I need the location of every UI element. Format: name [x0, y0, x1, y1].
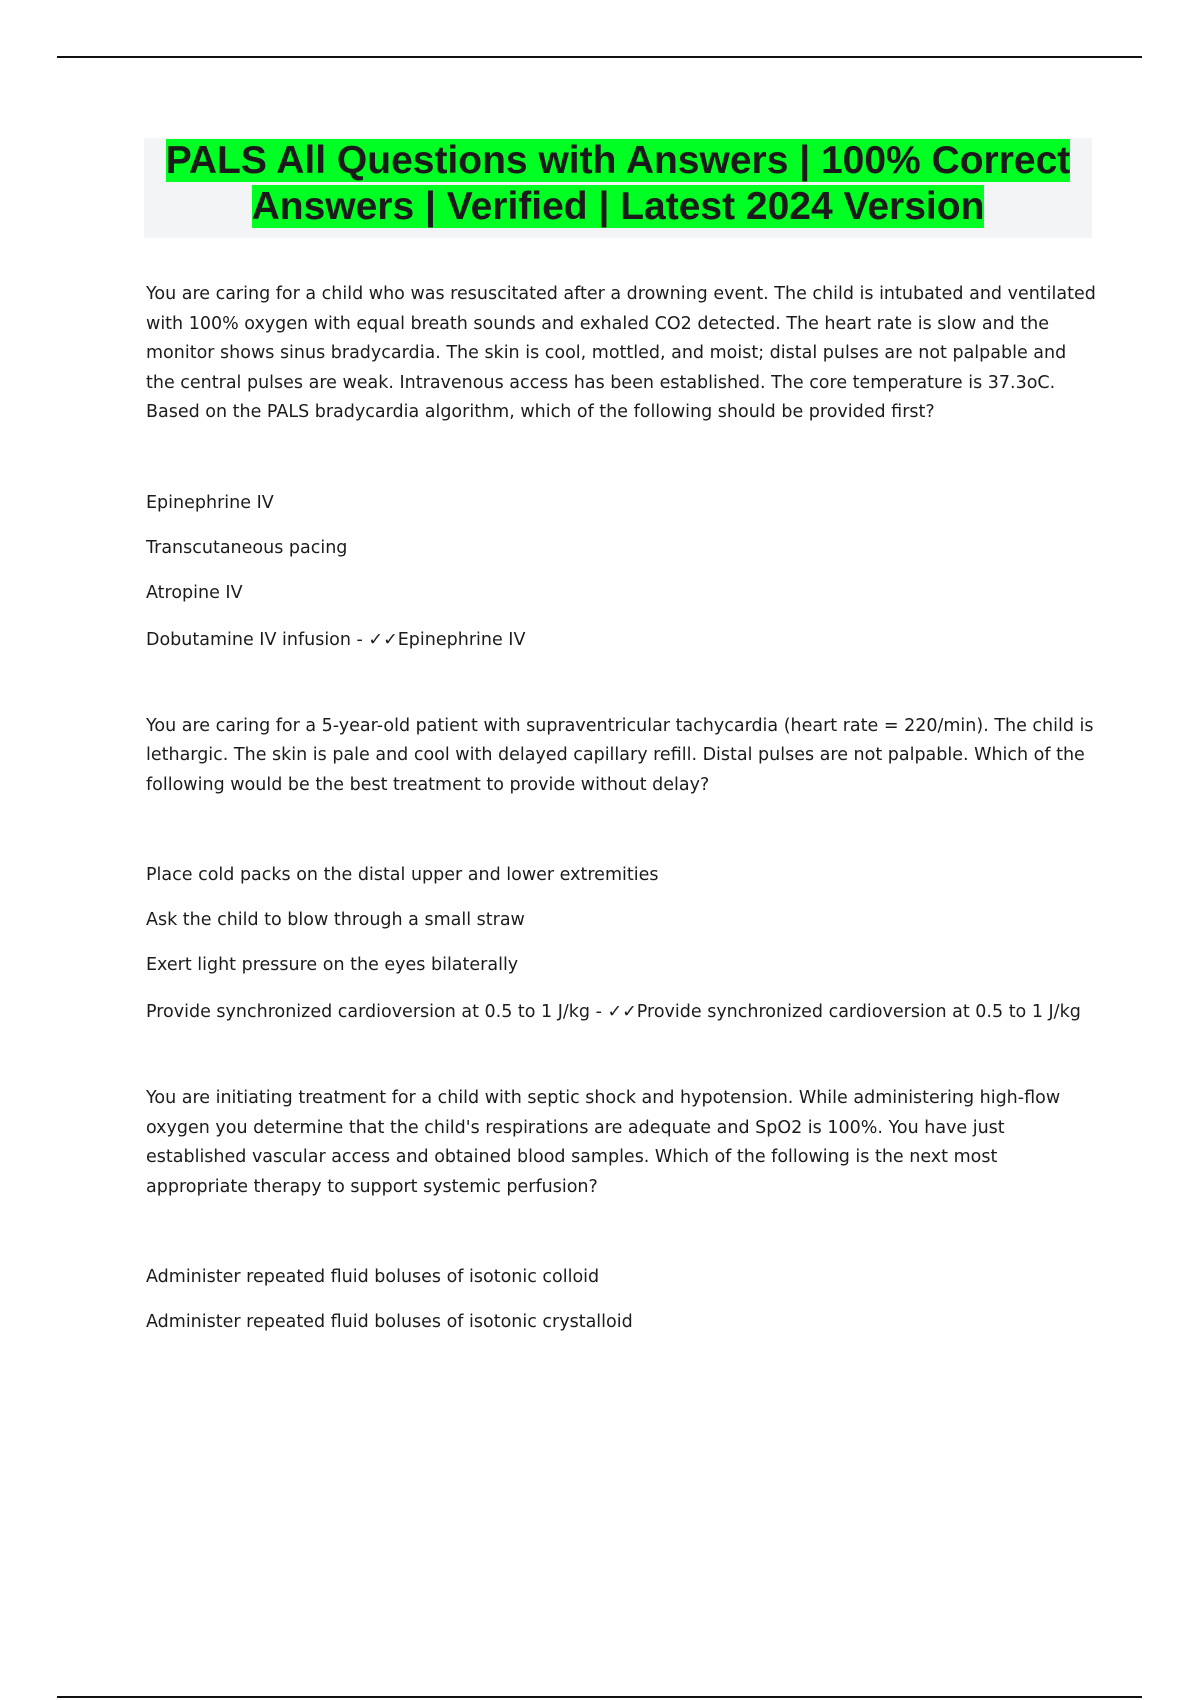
answer-option: Epinephrine IV — [146, 492, 274, 513]
answer-option-with-key: Provide synchronized cardioversion at 0.5 to 1 J/kg - ✓✓Provide synchronized cardioversion at 0.5 to 1 J/kg — [146, 1002, 1081, 1022]
header-rule — [57, 56, 1142, 58]
answer-option: Administer repeated fluid boluses of isotonic colloid — [146, 1267, 600, 1287]
answer-option: Exert light pressure on the eyes bilaterally — [146, 955, 519, 975]
answer-option: Administer repeated fluid boluses of isotonic crystalloid — [146, 1312, 633, 1332]
answer-option-with-key: Dobutamine IV infusion - ✓✓Epinephrine IV — [146, 629, 526, 650]
answer-options — [146, 861, 1096, 1026]
title-highlight: PALS All Questions with Answers | 100% Correct Answers | Verified | Latest 2024 Version — [165, 139, 1071, 228]
answer-option: Place cold packs on the distal upper and lower extremities — [146, 865, 659, 885]
answer-option: Ask the child to blow through a small straw — [146, 910, 525, 930]
answer-options — [146, 1263, 1096, 1336]
answer-option: Atropine IV — [146, 582, 243, 603]
question-text: You are caring for a 5-year-old patient with supraventricular tachycardia (heart rate = 220/min). The child is lethargic. The skin is pale and cool with delayed capillary refill. Distal pulses are not palpable. Which of the following would be the best treatment to provide without delay? — [146, 715, 1094, 795]
title-block — [144, 138, 1092, 238]
question-block-3 — [146, 1084, 1096, 1336]
answer-options — [146, 489, 1096, 654]
document-body — [146, 280, 1096, 1336]
answer-option: Transcutaneous pacing — [146, 537, 348, 558]
page-title — [144, 138, 1092, 230]
question-text: You are caring for a child who was resuscitated after a drowning event. The child is intubated and ventilated with 100% oxygen with equal breath sounds and exhaled CO2 detected. The heart rate is slow and the monitor shows sinus bradycardia. The skin is cool, mottled, and moist; distal pulses are not palpable and the central pulses are weak. Intravenous access has been established. The core temperature is 37.3oC. Based on the PALS bradycardia algorithm, which of the following should be provided first? — [146, 284, 1096, 422]
question-block-1 — [146, 280, 1096, 654]
question-text: You are initiating treatment for a child with septic shock and hypotension. While administering high-flow oxygen you determine that the child's respirations are adequate and SpO2 is 100%. You have just established vascular access and obtained blood samples. Which of the following is the next most appropriate therapy to support systemic perfusion? — [146, 1088, 1061, 1197]
question-block-2 — [146, 712, 1096, 1027]
footer-rule — [57, 1696, 1142, 1698]
